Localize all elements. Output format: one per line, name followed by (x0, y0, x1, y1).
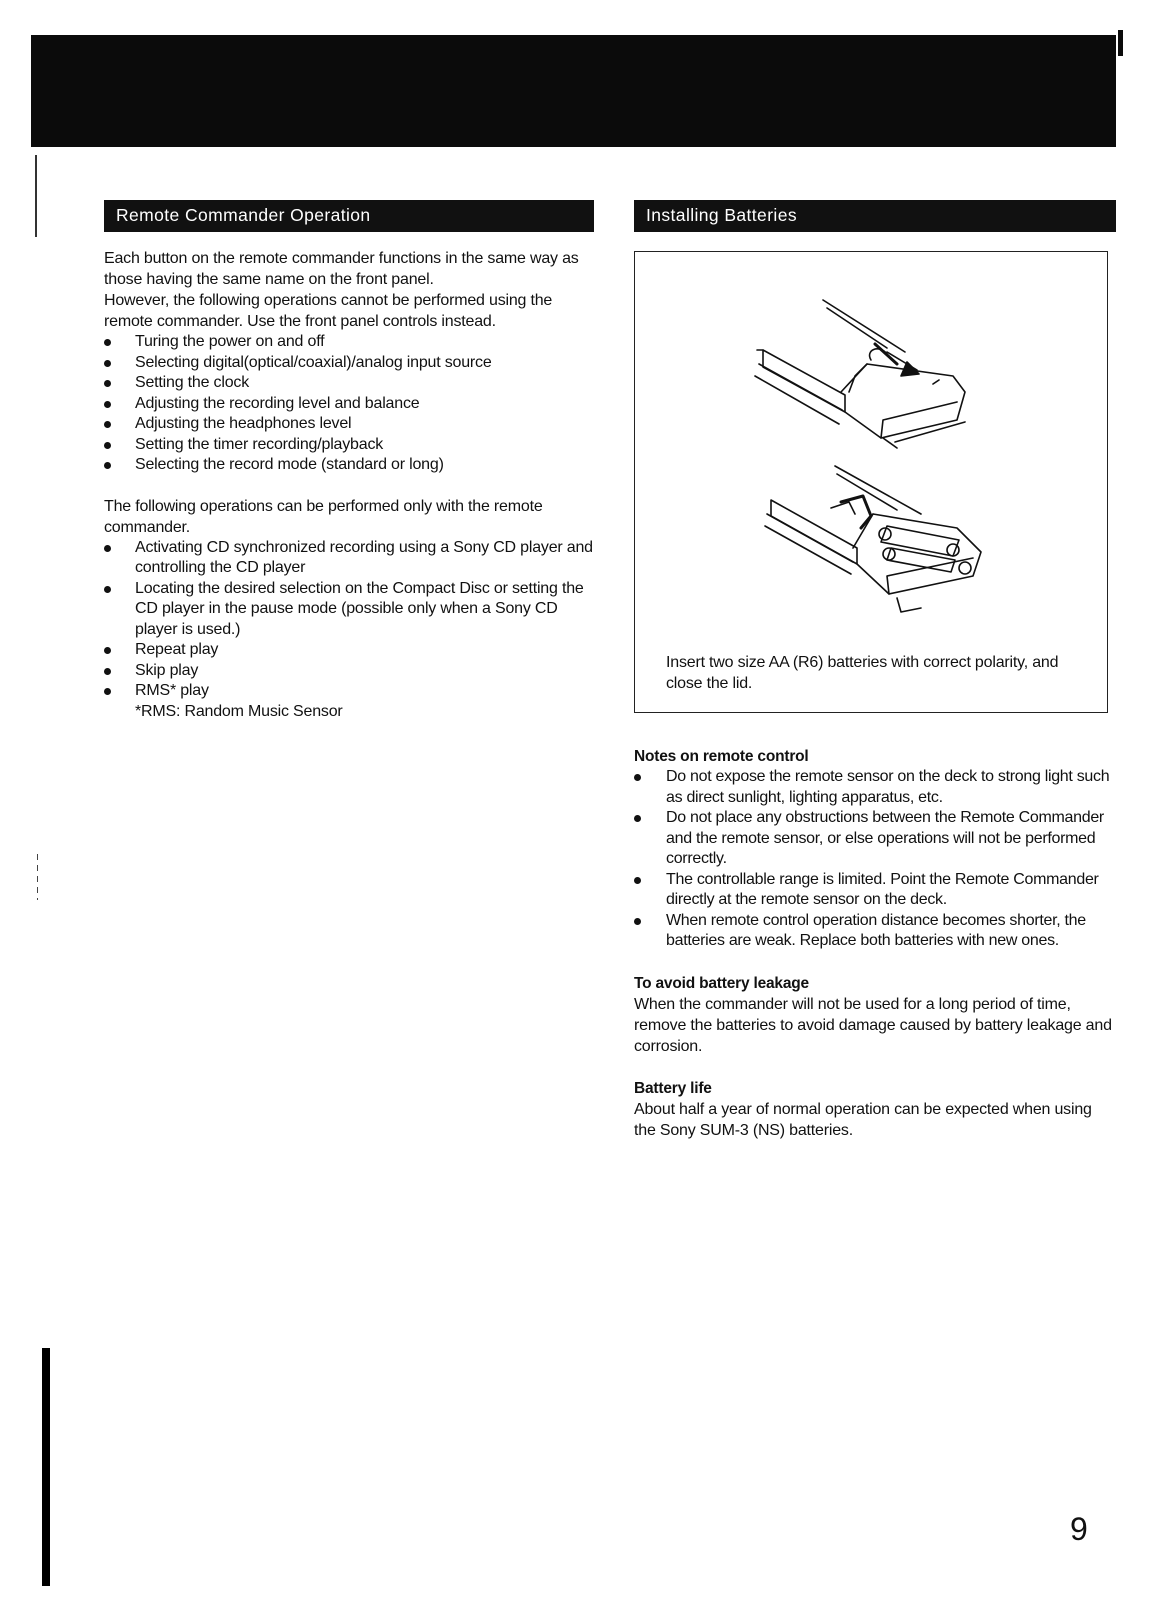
list-item: Setting the timer recording/playback (104, 435, 594, 456)
list-item: Do not place any obstructions between the Remote Commander and the remote sensor, or else operations will not be performed correctly. (634, 808, 1116, 870)
binding-edge-bar (42, 1348, 50, 1586)
list-item: Selecting the record mode (standard or long) (104, 455, 594, 476)
list-item: Setting the clock (104, 373, 594, 394)
page-number: 9 (1070, 1511, 1088, 1547)
list-item: Repeat play (104, 640, 594, 661)
list-item: Locating the desired selection on the Compact Disc or setting the CD player in the pause mode (possible only when a Sony CD player is used.) (104, 579, 594, 641)
list-item: When remote control operation distance becomes shorter, the batteries are weak. Replace both batteries with new ones. (634, 911, 1116, 952)
notes-list (634, 767, 1116, 952)
header-band (31, 35, 1116, 147)
section-title-remote-operation: Remote Commander Operation (104, 200, 594, 232)
remote-only-list (104, 538, 594, 702)
remote-lid-open-drawing (755, 300, 965, 448)
leakage-text: When the commander will not be used for a long period of time, remove the batteries to avoid damage caused by battery leakage and corrosion. (634, 995, 1112, 1055)
list-item: Adjusting the recording level and balance (104, 394, 594, 415)
remote-only-intro: The following operations can be performed only with the remote commander. (104, 497, 543, 536)
intro-text (104, 248, 594, 332)
front-panel-only-list (104, 332, 594, 476)
rms-footnote: *RMS: Random Music Sensor (135, 702, 343, 720)
intro-paragraph-2: However, the following operations cannot be performed using the remote commander. Use the front panel controls instead. (104, 292, 553, 330)
header-band-tab (1118, 30, 1123, 56)
list-item: Selecting digital(optical/coaxial)/analog input source (104, 353, 594, 374)
battery-life-section (634, 1079, 1116, 1141)
battery-illustration (635, 252, 1107, 652)
notes-heading: Notes on remote control (634, 748, 809, 765)
battery-life-heading: Battery life (634, 1079, 712, 1097)
list-item: Activating CD synchronized recording using a Sony CD player and controlling the CD player (104, 538, 594, 579)
left-column (104, 200, 594, 722)
right-column (634, 200, 1116, 1141)
list-item: Do not expose the remote sensor on the deck to strong light such as direct sunlight, lighting apparatus, etc. (634, 767, 1116, 808)
margin-mark (35, 155, 37, 237)
notes-section (634, 747, 1116, 952)
figure-caption: Insert two size AA (R6) batteries with correct polarity, and close the lid. (666, 654, 1059, 692)
leakage-section (634, 974, 1116, 1057)
list-item: Adjusting the headphones level (104, 414, 594, 435)
battery-life-text: About half a year of normal operation can be expected when using the Sony SUM-3 (NS) batteries. (634, 1100, 1092, 1139)
list-item: Turing the power on and off (104, 332, 594, 353)
section-title-installing-batteries: Installing Batteries (634, 200, 1116, 232)
leakage-heading: To avoid battery leakage (634, 974, 809, 992)
list-item: Skip play (104, 661, 594, 682)
intro-paragraph-1: Each button on the remote commander functions in the same way as those having the same name on the front panel. (104, 250, 579, 288)
battery-figure-box (634, 251, 1108, 713)
list-item: The controllable range is limited. Point the Remote Commander directly at the remote sensor on the deck. (634, 870, 1116, 911)
remote-batteries-drawing (765, 466, 981, 612)
list-item: RMS* play (104, 681, 594, 702)
margin-dash (37, 854, 38, 900)
